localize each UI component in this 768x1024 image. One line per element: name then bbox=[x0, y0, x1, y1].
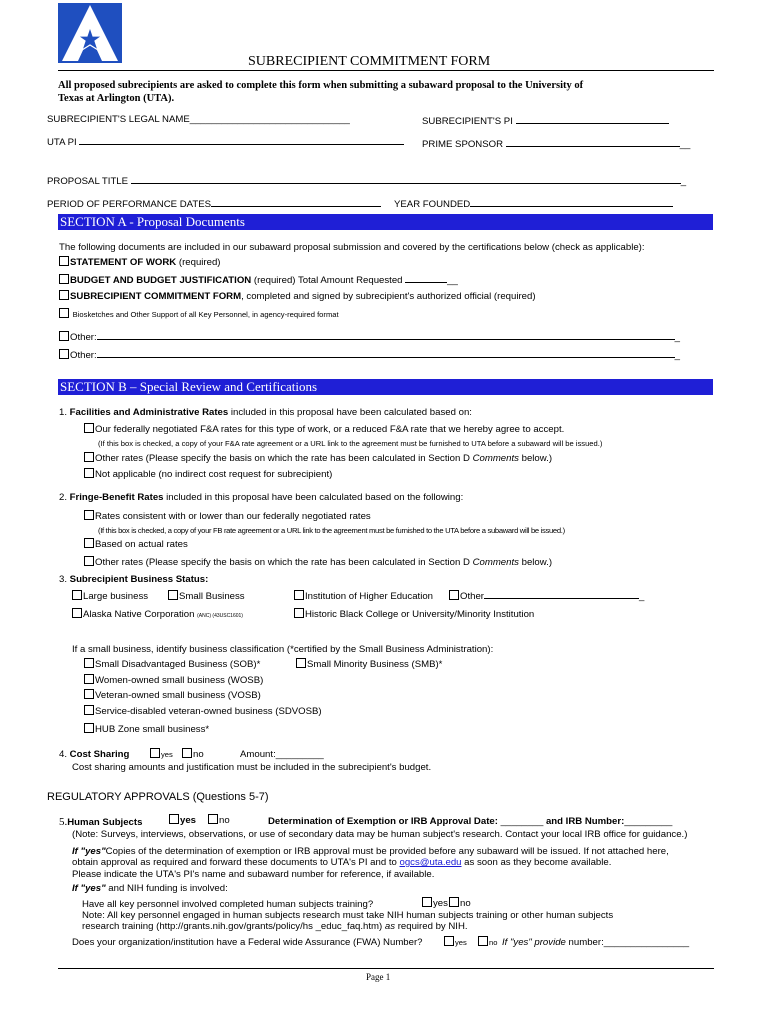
cost-sharing-amount[interactable]: Amount:_________ bbox=[240, 749, 324, 760]
year-founded-line bbox=[470, 206, 673, 207]
fwa-yes[interactable]: yes bbox=[444, 936, 467, 948]
smb-checkbox[interactable] bbox=[296, 658, 306, 668]
q2-option-consistent[interactable]: Rates consistent with or lower than our federally negotiated rates bbox=[84, 510, 371, 522]
amount-requested-line bbox=[405, 282, 447, 283]
hs-yes[interactable]: yes bbox=[169, 814, 196, 826]
budget-checkbox[interactable] bbox=[59, 274, 69, 284]
hub-option[interactable]: HUB Zone small business* bbox=[84, 723, 209, 735]
q2-option-actual[interactable]: Based on actual rates bbox=[84, 538, 188, 550]
other-business-line bbox=[484, 598, 639, 599]
vosb-option[interactable]: Veteran-owned small business (VOSB) bbox=[84, 689, 261, 701]
q1-na-checkbox[interactable] bbox=[84, 468, 94, 478]
cost-sharing-note: Cost sharing amounts and justification must be included in the subrecipient's budget. bbox=[72, 762, 432, 773]
cost-sharing-no-checkbox[interactable] bbox=[182, 748, 192, 758]
wosb-option[interactable]: Women-owned small business (WOSB) bbox=[84, 674, 263, 686]
hs-no[interactable]: no bbox=[208, 814, 230, 826]
q4-cost-sharing: 4. Cost Sharing bbox=[59, 749, 130, 760]
prime-sponsor-line bbox=[506, 146, 680, 147]
title-underline bbox=[58, 70, 714, 71]
large-business-option[interactable]: Large business bbox=[72, 590, 148, 602]
hbcu-checkbox[interactable] bbox=[294, 608, 304, 618]
sow-checkbox[interactable] bbox=[59, 256, 69, 266]
fwa-number[interactable]: If "yes" provide number:________________ bbox=[502, 937, 690, 948]
fwa-no[interactable]: no bbox=[478, 936, 497, 948]
hbcu-option[interactable]: Historic Black College or University/Minority Institution bbox=[294, 608, 534, 620]
q1-note: (If this box is checked, a copy of your F&A rate agreement or a URL link to the agreement must be furnished to UTA before a subaward will be issued.) bbox=[98, 439, 603, 448]
section-a-header: SECTION A - Proposal Documents bbox=[58, 214, 713, 230]
q3-heading: 3. Subrecipient Business Status: bbox=[59, 574, 209, 585]
sdvosb-option[interactable]: Service-disabled veteran-owned business (SDVOSB) bbox=[84, 705, 322, 717]
q1-option-negotiated[interactable]: Our federally negotiated F&A rates for this type of work, or a reduced F&A rate that we hereby agree to accept. bbox=[84, 423, 564, 435]
small-business-intro: If a small business, identify business classification (*certified by the Small Business Administration): bbox=[72, 644, 494, 655]
q2-heading: 2. Fringe-Benefit Rates included in this proposal have been calculated based on the following: bbox=[59, 492, 464, 503]
scf-checkbox-row[interactable]: SUBRECIPIENT COMMITMENT FORM, completed and signed by subrecipient's authorized official (required) bbox=[59, 290, 536, 302]
uta-pi-field[interactable]: UTA PI bbox=[47, 137, 404, 148]
sow-checkbox-row[interactable]: STATEMENT OF WORK (required) bbox=[59, 256, 221, 268]
if-yes-nih: If "yes" and NIH funding is involved: bbox=[72, 883, 228, 894]
training-note-2: research training (http://grants.nih.gov/grants/policy/hs _educ_faq.htm) as required by NIH. bbox=[82, 921, 468, 932]
q2-actual-checkbox[interactable] bbox=[84, 538, 94, 548]
q5-heading: 5.Human Subjects bbox=[59, 816, 143, 828]
budget-checkbox-row[interactable]: BUDGET AND BUDGET JUSTIFICATION (required) Total Amount Requested __ bbox=[59, 274, 458, 286]
year-founded-field[interactable]: YEAR FOUNDED bbox=[394, 199, 673, 210]
training-note-1: Note: All key personnel engaged in human subjects research must take NIH human subjects training or other human subjects bbox=[82, 910, 614, 921]
q2-option-other[interactable]: Other rates (Please specify the basis on which the rate has been calculated in Section D Comments below.) bbox=[84, 556, 552, 568]
uta-pi-line bbox=[79, 144, 404, 145]
q1-other-checkbox[interactable] bbox=[84, 452, 94, 462]
small-business-checkbox[interactable] bbox=[168, 590, 178, 600]
large-business-checkbox[interactable] bbox=[72, 590, 82, 600]
hub-checkbox[interactable] bbox=[84, 723, 94, 733]
hs-yes-checkbox[interactable] bbox=[169, 814, 179, 824]
ihe-option[interactable]: Institution of Higher Education bbox=[294, 590, 433, 602]
section-a-intro: The following documents are included in our subaward proposal submission and covered by the certifications below (check as applicable): bbox=[59, 242, 645, 253]
training-yes-checkbox[interactable] bbox=[422, 897, 432, 907]
sdb-option[interactable]: Small Disadvantaged Business (SOB)* bbox=[84, 658, 260, 670]
fwa-yes-checkbox[interactable] bbox=[444, 936, 454, 946]
if-yes-copies: If "yes"Copies of the determination of exemption or IRB approval must be provided before any subaward will be issued. If not attached here, bbox=[72, 846, 669, 857]
proposal-title-field[interactable]: PROPOSAL TITLE _ bbox=[47, 176, 687, 187]
ihe-checkbox[interactable] bbox=[294, 590, 304, 600]
training-yes[interactable]: yes bbox=[422, 897, 448, 909]
training-no-checkbox[interactable] bbox=[449, 897, 459, 907]
q1-negotiated-checkbox[interactable] bbox=[84, 423, 94, 433]
other1-row[interactable]: Other: _ bbox=[59, 331, 680, 343]
bios-checkbox-row[interactable]: Biosketches and Other Support of all Key Personnel, in agency-required format bbox=[59, 308, 339, 320]
sub-pi-line bbox=[516, 123, 669, 124]
obtain-approval: obtain approval as required and forward these documents to UTA's PI and to ogcs@uta.edu as soon as they become available. bbox=[72, 857, 612, 868]
fwa-no-checkbox[interactable] bbox=[478, 936, 488, 946]
other-business-checkbox[interactable] bbox=[449, 590, 459, 600]
other2-checkbox[interactable] bbox=[59, 349, 69, 359]
bios-checkbox[interactable] bbox=[59, 308, 69, 318]
section-b-header: SECTION B – Special Review and Certifications bbox=[58, 379, 713, 395]
other-business-option[interactable]: Other _ bbox=[449, 590, 644, 602]
anc-option[interactable]: Alaska Native Corporation (ANC) (43USC1601) bbox=[72, 608, 243, 620]
anc-checkbox[interactable] bbox=[72, 608, 82, 618]
form-title: SUBRECIPIENT COMMITMENT FORM bbox=[248, 54, 491, 69]
proposal-title-line bbox=[131, 183, 681, 184]
intro-text: All proposed subrecipients are asked to complete this form when submitting a subaward proposal to the University of Texas at Arlington (UTA). bbox=[58, 80, 584, 104]
period-line bbox=[211, 206, 381, 207]
q2-consistent-checkbox[interactable] bbox=[84, 510, 94, 520]
scf-checkbox[interactable] bbox=[59, 290, 69, 300]
vosb-checkbox[interactable] bbox=[84, 689, 94, 699]
q2-other-checkbox[interactable] bbox=[84, 556, 94, 566]
cost-sharing-no[interactable]: no bbox=[182, 748, 204, 760]
other2-row[interactable]: Other: _ bbox=[59, 349, 680, 361]
hs-no-checkbox[interactable] bbox=[208, 814, 218, 824]
hs-note: (Note: Surveys, interviews, observations, or use of secondary data may be human subject's research. Contact your local IRB office for guidance.) bbox=[72, 829, 688, 840]
page-number: Page 1 bbox=[366, 972, 391, 982]
ogcs-email-link[interactable]: ogcs@uta.edu bbox=[399, 857, 462, 868]
cost-sharing-yes[interactable]: yes bbox=[150, 748, 173, 760]
sub-pi-field[interactable]: SUBRECIPIENT'S PI bbox=[422, 116, 669, 127]
q2-note: (If this box is checked, a copy of your FB rate agreement or a URL link to the agreement must be furnished to the UTA before a subaward will be issued.) bbox=[98, 526, 565, 535]
uta-logo bbox=[58, 3, 122, 63]
other1-line bbox=[97, 339, 675, 340]
prime-sponsor-field[interactable]: PRIME SPONSOR __ bbox=[422, 139, 691, 150]
regulatory-title: REGULATORY APPROVALS (Questions 5-7) bbox=[47, 791, 269, 803]
q1-heading: 1. Facilities and Administrative Rates included in this proposal have been calculated based on: bbox=[59, 407, 472, 418]
training-no[interactable]: no bbox=[449, 897, 471, 909]
other1-checkbox[interactable] bbox=[59, 331, 69, 341]
sdb-checkbox[interactable] bbox=[84, 658, 94, 668]
q1-option-na[interactable]: Not applicable (no indirect cost request for subrecipient) bbox=[84, 468, 332, 480]
please-indicate: Please indicate the UTA's PI's name and subaward number for reference, if available. bbox=[72, 869, 435, 880]
footer-rule bbox=[58, 968, 714, 969]
fwa-question: Does your organization/institution have a Federal wide Assurance (FWA) Number? bbox=[72, 937, 423, 948]
training-question: Have all key personnel involved completed human subjects training? bbox=[82, 899, 374, 910]
smb-option[interactable]: Small Minority Business (SMB)* bbox=[296, 658, 442, 670]
sdvosb-checkbox[interactable] bbox=[84, 705, 94, 715]
legal-name-field[interactable]: SUBRECIPIENT'S LEGAL NAME______________________________ bbox=[47, 114, 350, 125]
irb-determination[interactable]: Determination of Exemption or IRB Approval Date: ________ and IRB Number:_________ bbox=[268, 816, 673, 827]
q1-option-other[interactable]: Other rates (Please specify the basis on which the rate has been calculated in Section D Comments below.) bbox=[84, 452, 552, 464]
wosb-checkbox[interactable] bbox=[84, 674, 94, 684]
other2-line bbox=[97, 357, 675, 358]
cost-sharing-yes-checkbox[interactable] bbox=[150, 748, 160, 758]
period-field[interactable]: PERIOD OF PERFORMANCE DATES bbox=[47, 199, 381, 210]
small-business-option[interactable]: Small Business bbox=[168, 590, 245, 602]
